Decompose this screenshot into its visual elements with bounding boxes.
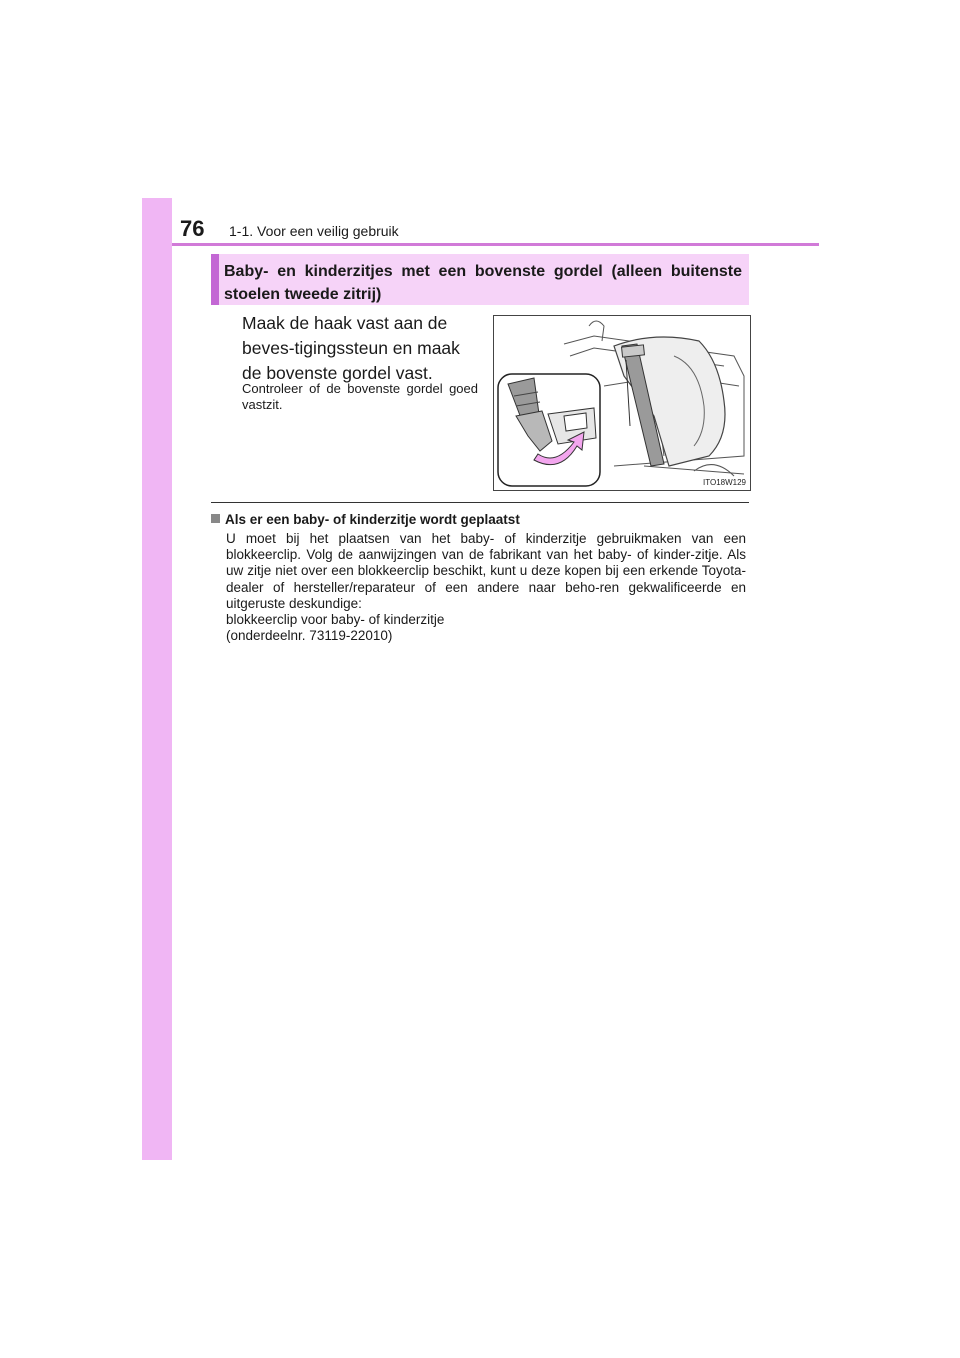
header-rule <box>172 243 819 246</box>
step-instruction: Maak de haak vast aan de beves-tigingssteun en maak de bovenste gordel vast. <box>242 313 460 383</box>
info-paragraph: U moet bij het plaatsen van het baby- of kinderzitje gebruikmaken van een blokkeerclip. Volg de aanwijzingen van de fabrikant van het baby- of kinder-zitje. Als uw zitje niet over een blokkeerclip beschikt, kunt u deze kopen bij een erkende Toyota-dealer of hersteller/reparateur of een andere naar beho-ren gekwalificeerde en uitgeruste deskundige: <box>226 531 746 611</box>
section-accent-bar <box>211 254 219 305</box>
page-number: 76 <box>180 216 205 241</box>
info-line-part: blokkeerclip voor baby- of kinderzitje <box>226 612 445 628</box>
info-heading-text: Als er een baby- of kinderzitje wordt geplaatst <box>225 512 520 527</box>
step-note: Controleer of de bovenste gordel goed vastzit. <box>242 381 478 412</box>
child-seat-drawing <box>494 316 750 490</box>
bullet-square-icon <box>211 514 220 523</box>
info-heading <box>211 512 520 527</box>
info-line-partnumber: (onderdeelnr. 73119-22010) <box>226 628 393 644</box>
tether-illustration <box>493 315 751 491</box>
chapter-title: 1-1. Voor een veilig gebruik <box>229 223 399 239</box>
section-divider <box>211 502 749 503</box>
section-title: Baby- en kinderzitjes met een bovenste gordel (alleen buitenste stoelen tweede zitrij) <box>224 263 742 303</box>
side-strip <box>142 198 172 1160</box>
info-body <box>226 531 746 644</box>
figure-code: ITO18W129 <box>703 478 746 487</box>
